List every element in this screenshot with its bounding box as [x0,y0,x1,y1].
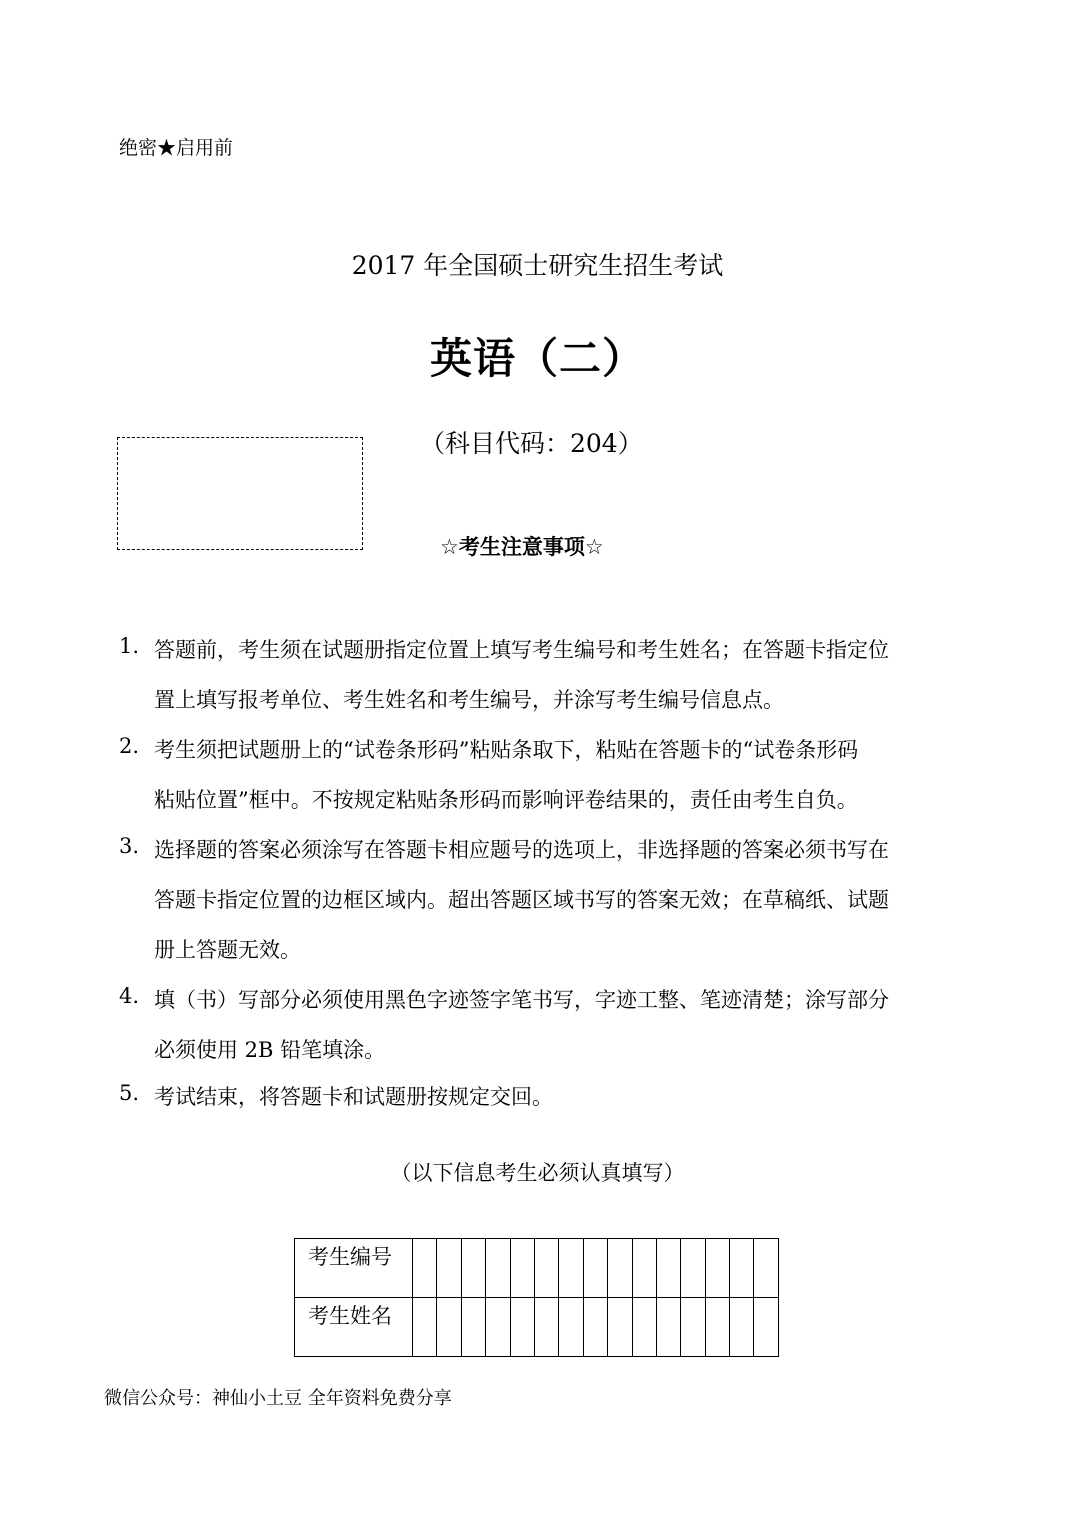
candidate-number-cell[interactable] [656,1239,680,1298]
footer-text: 微信公众号：神仙小土豆 全年资料免费分享 [104,1388,452,1409]
notice-item-line: 答题卡指定位置的边框区域内。超出答题区域书写的答案无效；在草稿纸、试题 [154,888,889,912]
notice-item-line: 答题前，考生须在试题册指定位置上填写考生编号和考生姓名；在答题卡指定位 [154,638,889,662]
candidate-name-cell[interactable] [486,1298,510,1357]
candidate-name-cell[interactable] [681,1298,705,1357]
subject-title: 英语（二） [429,334,645,383]
candidate-name-row [295,1298,779,1357]
notice-item-line: 粘贴位置”框中。不按规定粘贴条形码而影响评卷结果的，责任由考生自负。 [154,788,858,812]
notice-item-number: 1. [119,634,140,658]
candidate-name-cell[interactable] [534,1298,558,1357]
candidate-name-cell[interactable] [608,1298,632,1357]
candidate-name-cell[interactable] [656,1298,680,1357]
candidate-number-cell[interactable] [705,1239,729,1298]
notice-item-number: 2. [119,734,140,758]
candidate-number-row [295,1239,779,1298]
notice-item-line: 置上填写报考单位、考生姓名和考生编号，并涂写考生编号信息点。 [154,688,784,712]
notice-item-line: 填（书）写部分必须使用黑色字迹签字笔书写，字迹工整、笔迹清楚；涂写部分 [154,988,889,1012]
exam-title: 2017 年全国硕士研究生招生考试 [351,251,724,280]
candidate-number-cell[interactable] [534,1239,558,1298]
candidate-info-table [294,1238,779,1357]
notice-item-line: 必须使用 2B 铅笔填涂。 [154,1038,386,1062]
notice-item-number: 4. [119,984,140,1008]
candidate-name-label: 考生姓名 [295,1298,413,1357]
barcode-paste-area [117,437,363,550]
candidate-name-cell[interactable] [461,1298,485,1357]
notice-item-line: 选择题的答案必须涂写在答题卡相应题号的选项上，非选择题的答案必须书写在 [154,838,889,862]
candidate-number-cell[interactable] [559,1239,583,1298]
candidate-name-cell[interactable] [559,1298,583,1357]
candidate-number-cell[interactable] [583,1239,607,1298]
notice-item-line: 考生须把试题册上的“试卷条形码”粘贴条取下，粘贴在答题卡的“试卷条形码 [154,738,859,762]
notice-item-line: 册上答题无效。 [154,938,301,962]
candidate-number-cell[interactable] [608,1239,632,1298]
candidate-name-cell[interactable] [413,1298,437,1357]
candidate-number-cell[interactable] [681,1239,705,1298]
candidate-number-label: 考生编号 [295,1239,413,1298]
candidate-name-cell[interactable] [510,1298,534,1357]
candidate-name-cell[interactable] [437,1298,461,1357]
candidate-number-cell[interactable] [632,1239,656,1298]
notice-item-line: 考试结束，将答题卡和试题册按规定交回。 [154,1085,553,1109]
notice-item-number: 5. [119,1081,140,1105]
candidate-number-cell[interactable] [461,1239,485,1298]
info-form-note: （以下信息考生必须认真填写） [390,1161,685,1185]
candidate-number-cell[interactable] [413,1239,437,1298]
candidate-name-cell[interactable] [730,1298,754,1357]
candidate-number-cell[interactable] [486,1239,510,1298]
candidate-name-cell[interactable] [632,1298,656,1357]
candidate-number-cell[interactable] [754,1239,778,1298]
candidate-number-cell[interactable] [510,1239,534,1298]
candidate-number-cell[interactable] [730,1239,754,1298]
candidate-name-cell[interactable] [754,1298,778,1357]
candidate-number-cell[interactable] [437,1239,461,1298]
notice-heading: ☆考生注意事项☆ [440,535,604,559]
secret-mark: 绝密★启用前 [119,137,234,159]
candidate-name-cell[interactable] [583,1298,607,1357]
subject-code: （科目代码：204） [420,429,643,458]
candidate-name-cell[interactable] [705,1298,729,1357]
notice-item-number: 3. [119,834,140,858]
